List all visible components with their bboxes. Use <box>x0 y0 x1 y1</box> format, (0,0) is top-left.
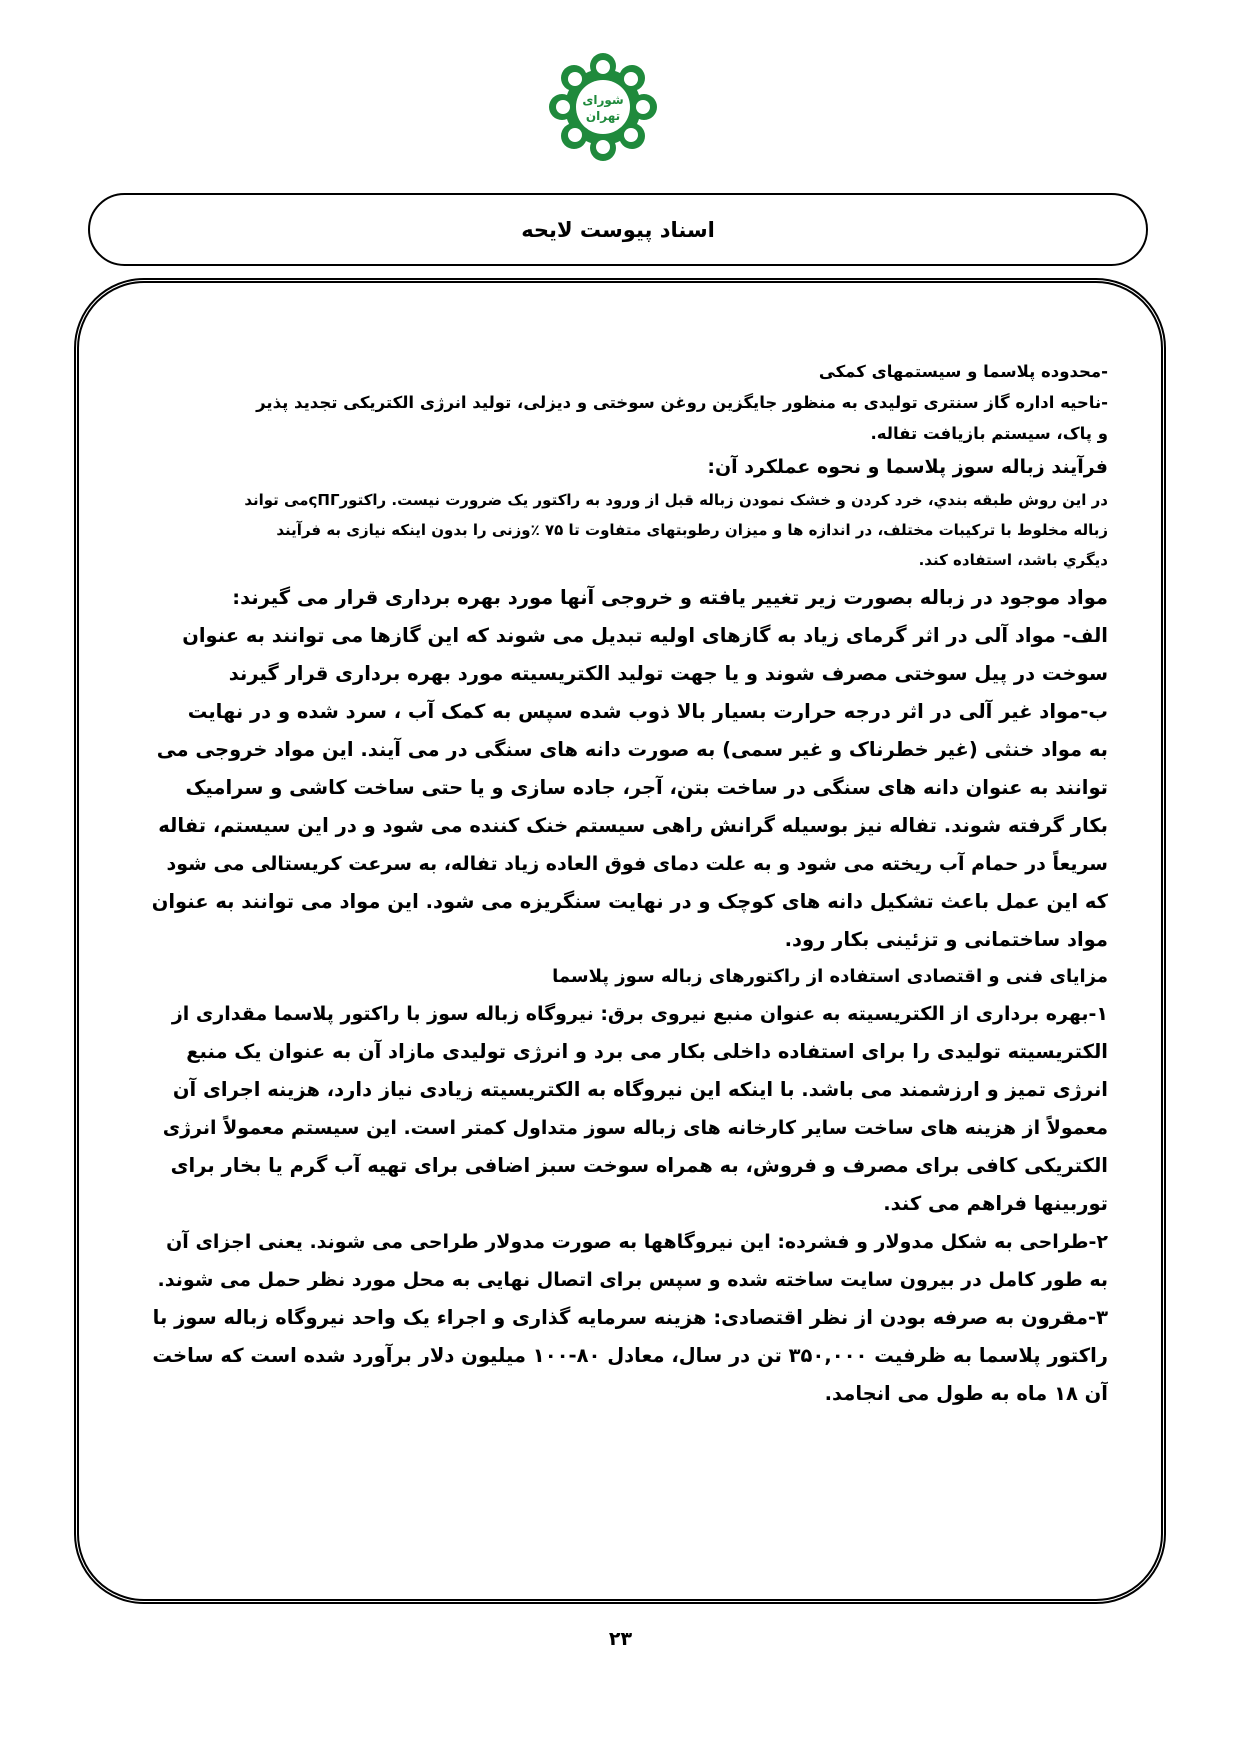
section-heading: مزایای فنی و اقتصادی استفاده از راکتورهای زباله سوز پلاسما <box>552 966 1108 987</box>
text-line: سوخت در پیل سوختی مصرف شوند و یا جهت تولید الکتریسیته مورد بهره برداری قرار گیرند <box>228 662 1108 685</box>
text-line: بکار گرفته شوند. تفاله نیز بوسیله گرانش راهی سیستم خنک کننده می شود و در این سیستم، تفاله <box>158 814 1108 837</box>
text-line: مواد موجود در زباله بصورت زیر تغییر یافته و خروجی آنها مورد بهره برداری قرار می گیرند: <box>232 586 1108 609</box>
text-line: مواد ساختمانی و تزئینی بکار رود. <box>784 928 1108 951</box>
text-line: الکتریسیته تولیدی را برای استفاده داخلی بکار می برد و انرژی تولیدی مازاد آن به عنوان یک منبع <box>186 1040 1108 1063</box>
text-line: توربینها فراهم می کند. <box>883 1192 1108 1215</box>
text-line: سریعاً در حمام آب ریخته می شود و به علت دمای فوق العاده زیاد تفاله، به سرعت کریستالی می شود <box>166 853 1108 875</box>
document-title: اسناد پیوست لایحه <box>521 217 715 242</box>
text-line: به مواد خنثی (غیر خطرناک و غیر سمی) به صورت دانه های سنگی در می آیند. این مواد خروجی می <box>156 738 1108 761</box>
text-line: ۳-مقرون به صرفه بودن از نظر اقتصادی: هزینه سرمایه گذاری و اجراء یک واحد نیروگاه زباله سوز با <box>152 1306 1108 1329</box>
text-line: -ناحیه اداره گاز سنتری تولیدی به منظور جایگزین روغن سوختی و دیزلی، تولید انرژی الکتریکی تجدید پذیر <box>256 393 1108 412</box>
text-line: دیگري باشد، استفاده کند. <box>918 551 1108 569</box>
text-line: در این روش طبقه بندي، خرد کردن و خشک نمودن زباله قبل از ورود به راکتور یک ضرورت نیست. راکتورςΠΓمی تواند <box>244 491 1108 509</box>
text-line: ب-مواد غیر آلی در اثر درجه حرارت بسیار بالا ذوب شده سپس به کمک آب ، سرد شده و در نهایت <box>187 700 1108 723</box>
text-line: و پاک، سیستم بازیافت تفاله. <box>870 424 1108 443</box>
svg-text:تهران: تهران <box>585 109 621 123</box>
city-council-logo <box>548 52 658 162</box>
text-line: آن ۱۸ ماه به طول می انجامد. <box>824 1382 1108 1405</box>
svg-text:شورای: شورای <box>582 93 624 107</box>
text-line: انرژی تمیز و ارزشمند می باشد. با اینکه این نیروگاه به الکتریسیته زیادی نیاز دارد، هزینه اجرای آن <box>172 1078 1108 1101</box>
text-line: معمولاً از هزینه های ساخت سایر کارخانه های زباله سوز متداول کمتر است. این سیستم معمولاً انرژی <box>162 1117 1108 1139</box>
text-line: الف- مواد آلی در اثر گرمای زیاد به گازهای اولیه تبدیل می شوند که این گازها می توانند به عنوان <box>182 624 1108 647</box>
text-line: ۱-بهره برداری از الکتریسیته به عنوان منبع نیروی برق: نیروگاه زباله سوز با راکتور پلاسما مقداری از <box>171 1003 1108 1025</box>
text-line: به طور کامل در بیرون سایت ساخته شده و سپس برای اتصال نهایی به محل مورد نظر حمل می شوند. <box>157 1269 1108 1291</box>
section-heading: فرآیند زباله سوز پلاسما و نحوه عملکرد آن: <box>707 456 1108 478</box>
text-line: الکتریکی کافی برای مصرف و فروش، به همراه سوخت سبز اضافی برای تهیه آب گرم یا بخار برای <box>170 1154 1108 1177</box>
text-line: راکتور پلاسما به ظرفیت ۳۵۰,۰۰۰ تن در سال، معادل ۸۰-۱۰۰ میلیون دلار برآورد شده است که ساخت <box>152 1344 1108 1367</box>
text-line: توانند به عنوان دانه های سنگی در ساخت بتن، آجر، جاده سازی و یا حتی ساخت کاشی و سرامیک <box>185 776 1108 799</box>
document-body <box>150 356 1108 1413</box>
title-box <box>88 193 1148 266</box>
text-line: زباله مخلوط با ترکیبات مختلف، در اندازه ها و میزان رطوبتهای متفاوت تا ۷۵ ٪وزنی را بدون اینکه نیازی به فرآیند <box>276 521 1108 539</box>
text-line: ۲-طراحی به شکل مدولار و فشرده: این نیروگاهها به صورت مدولار طراحی می شوند. یعنی اجزای آن <box>166 1231 1108 1253</box>
page-number: ۲۳ <box>608 1628 633 1650</box>
text-line: که این عمل باعث تشکیل دانه های کوچک و در نهایت سنگریزه می شود. این مواد می توانند به عنوان <box>151 890 1108 913</box>
text-line: -محدوده پلاسما و سیستمهای کمکی <box>818 362 1108 381</box>
